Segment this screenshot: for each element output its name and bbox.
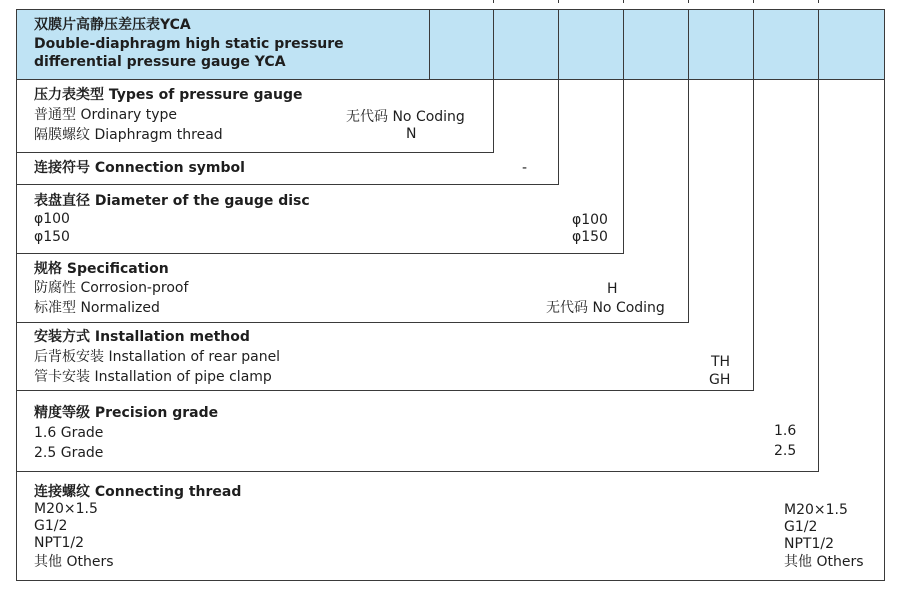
row-code: H <box>607 281 618 297</box>
row-label: 普通型 Ordinary type <box>34 107 177 123</box>
top-stub <box>558 0 559 3</box>
row-code: 1.6 <box>774 423 797 439</box>
header-title-cn: 双膜片高静压差压表YCA <box>34 17 191 33</box>
row-label: 2.5 Grade <box>34 445 104 461</box>
rule <box>16 152 494 153</box>
rule <box>493 9 494 152</box>
row-label: 标准型 Normalized <box>34 300 160 316</box>
rule <box>16 184 559 185</box>
row-label: M20×1.5 <box>34 501 98 517</box>
row-label: 后背板安装 Installation of rear panel <box>34 349 281 365</box>
rule <box>884 9 885 581</box>
top-stub <box>493 0 494 3</box>
rule <box>16 471 819 472</box>
section-heading-connection-symbol: 连接符号 Connection symbol <box>34 160 245 176</box>
rule <box>16 253 624 254</box>
section-heading-diameter: 表盘直径 Diameter of the gauge disc <box>34 193 310 209</box>
row-code: M20×1.5 <box>784 502 848 518</box>
row-code: 无代码 No Coding <box>346 109 465 125</box>
header-title-en-2: differential pressure gauge YCA <box>34 54 286 70</box>
section-heading-specification: 规格 Specification <box>34 261 169 277</box>
row-code: GH <box>709 372 731 388</box>
rule <box>16 9 17 581</box>
row-code: NPT1/2 <box>784 536 834 552</box>
rule <box>753 9 754 390</box>
rule <box>623 9 624 253</box>
header-title-en-1: Double-diaphragm high static pressure <box>34 36 344 52</box>
rule <box>688 9 689 322</box>
row-code: 其他 Others <box>784 554 864 570</box>
rule <box>429 9 430 79</box>
row-code: - <box>522 160 528 176</box>
section-heading-installation: 安装方式 Installation method <box>34 329 250 345</box>
section-heading-type: 压力表类型 Types of pressure gauge <box>34 87 303 103</box>
row-label: 1.6 Grade <box>34 425 104 441</box>
section-heading-precision: 精度等级 Precision grade <box>34 405 219 421</box>
row-label: 管卡安装 Installation of pipe clamp <box>34 369 272 385</box>
rule <box>16 390 754 391</box>
row-label: NPT1/2 <box>34 535 84 551</box>
top-stub <box>753 0 754 3</box>
row-code: TH <box>711 354 731 370</box>
section-heading-thread: 连接螺纹 Connecting thread <box>34 484 242 500</box>
row-label: 其他 Others <box>34 554 114 570</box>
top-stub <box>818 0 819 3</box>
row-code: 2.5 <box>774 443 797 459</box>
rule <box>16 580 884 581</box>
rule <box>16 322 689 323</box>
row-code: G1/2 <box>784 519 818 535</box>
row-code: N <box>406 126 417 142</box>
row-label: 隔膜螺纹 Diaphragm thread <box>34 127 223 143</box>
row-label: φ100 <box>34 211 70 227</box>
row-code: φ100 <box>572 212 608 228</box>
row-code: 无代码 No Coding <box>546 300 665 316</box>
row-code: φ150 <box>572 229 608 245</box>
top-stub <box>623 0 624 3</box>
rule <box>558 9 559 184</box>
rule <box>818 9 819 471</box>
top-stub <box>688 0 689 3</box>
row-label: φ150 <box>34 229 70 245</box>
row-label: 防腐性 Corrosion-proof <box>34 280 189 296</box>
row-label: G1/2 <box>34 518 68 534</box>
